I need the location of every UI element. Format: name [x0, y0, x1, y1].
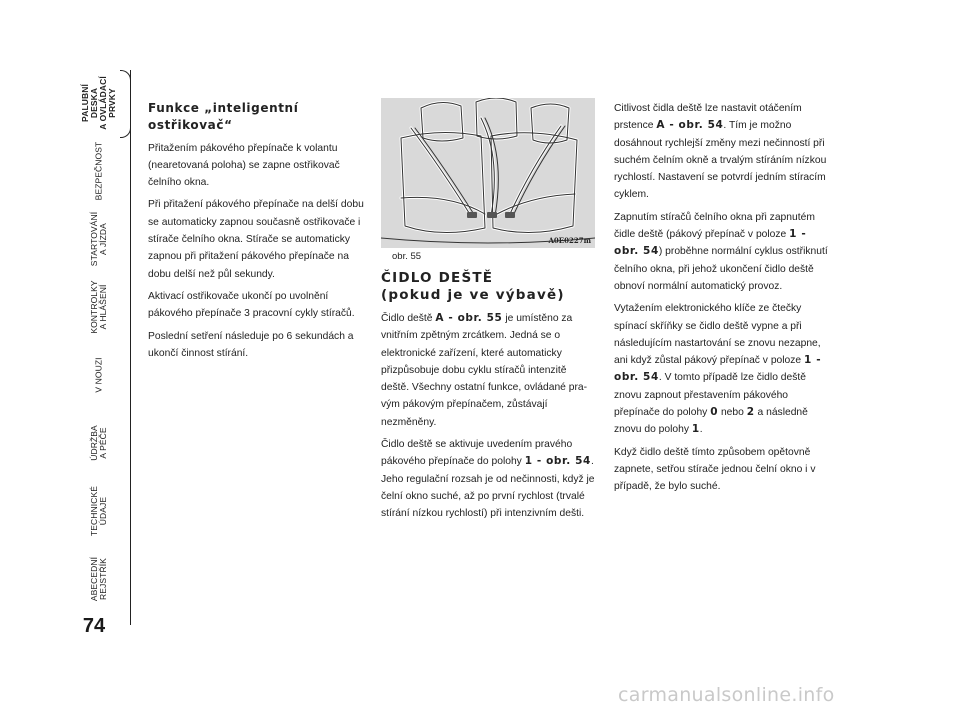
- tab-label: BEZPEČNOST: [93, 141, 104, 201]
- text: Čidlo deště se aktivuje uvedením pravého pákového přepínače do polohy: [381, 439, 573, 468]
- tab-label: KONTROLKY A HLÁŠENÍ: [89, 280, 108, 334]
- column-middle: [381, 270, 595, 528]
- section-heading-smart-washer: Funkce „inteligentní ostřikovač“: [148, 101, 299, 133]
- page-number: 74: [82, 615, 106, 637]
- figure-code: A0E0227m: [548, 236, 591, 245]
- figure-reference: A - obr. 55: [435, 312, 503, 324]
- position-number: 1: [691, 423, 700, 436]
- position-number: 0: [710, 406, 719, 419]
- column-right: [614, 100, 828, 501]
- chapter-tab-strip: [68, 70, 130, 625]
- text: nebo: [718, 407, 747, 419]
- tab-label: PALUBNÍ DESKA A OVLÁDACÍ PRVKY: [80, 76, 117, 130]
- tab-index[interactable]: [68, 546, 130, 612]
- tab-label: ABECEDNÍ REJSTŘÍK: [89, 556, 108, 602]
- tab-label: TECHNICKÉ ÚDAJE: [89, 485, 108, 537]
- tab-label: V NOUZI: [93, 357, 104, 393]
- tab-starting-driving[interactable]: [68, 206, 130, 272]
- tab-maintenance[interactable]: [68, 410, 130, 476]
- paragraph: Když čidlo deště tímto způsobem opětovně zapnete, setřou stírače jednou čelní okno i v případě, že bylo suché.: [614, 446, 816, 493]
- paragraph: Poslední setření následuje po 6 sekundách a ukončí činnost stírání.: [148, 330, 354, 359]
- paragraph: [381, 436, 595, 522]
- figure-reference: 1 - obr. 54: [614, 228, 807, 258]
- tab-label: STARTOVÁNÍ A JÍZDA: [89, 211, 108, 267]
- heading-line: ČIDLO DEŠTĚ: [381, 270, 494, 286]
- tab-strip-divider: [130, 70, 131, 625]
- car-interior-illustration: [381, 98, 595, 248]
- text: Citlivost čidla deště lze nastavit otáčením prstence: [614, 103, 802, 132]
- text: . Jeho regulační rozsah je od nečinnosti, když je čelní okno suché, až po první rychlost (trvalé stírání nízkou rychlostí) při intenzivním dešti.: [381, 456, 595, 520]
- heading-line: (pokud je ve výbavě): [381, 287, 565, 303]
- tab-emergency[interactable]: [68, 342, 130, 408]
- paragraph: Při přitažení pákového přepínače na delší dobu se automaticky zapnou současně ostřikovače i stírače čelního okna. Stírače se automaticky zapnou při přitažení pákového přepínače na dobu delší než půl sekundy.: [148, 199, 364, 280]
- text: . Tím je možno dosáhnout rychlejší změny mezi nečinností při suchém čelním okně a trvalým stíráním nízkou rychlostí. Nastavení se potvrdí jedním stíracím cyklem.: [614, 120, 827, 201]
- paragraph: [614, 100, 828, 204]
- paragraph: [614, 300, 828, 438]
- paragraph: Přitažením pákového přepínače k volantu (nearetovaná poloha) se zapne ostřikovač čelního okna.: [148, 142, 340, 189]
- tab-warning-lights[interactable]: [68, 274, 130, 340]
- text: . V tomto případě lze čidlo deště znovu zapnout přestavením pákového přepínače do polohy: [614, 372, 806, 419]
- text: je umístěno za vnitřním zpětným zrcátkem. Jedná se o elektronické zařízení, které automaticky přizpůsobuje dobu cyklu stíračů intenzitě deště. Všechny ostatní funkce, ovládané pravým pákovým přepínačem, zůstávají nezměněny.: [381, 313, 588, 428]
- text: Vytažením elektronického klíče ze čtečky spínací skříňky se čidlo deště vypne a při následujícím nastartování se znovu nezapne, ani když zůstal pákový přepínač v poloze: [614, 303, 821, 367]
- text: Zapnutím stíračů čelního okna při zapnutém čidle deště (pákový přepínač v poloze: [614, 211, 815, 241]
- paragraph: Aktivací ostřikovače ukončí po uvolnění pákového přepínače 3 pracovní cykly stíračů.: [148, 290, 355, 320]
- section-heading-rain-sensor: [381, 270, 595, 304]
- tab-safety[interactable]: [68, 138, 130, 204]
- text: ) proběhne normální cyklus ostřiknutí čelního okna, při jehož ukončení čidlo deště obnoví normální automatický provoz.: [614, 246, 828, 292]
- text: a následně znovu do polohy: [614, 407, 808, 436]
- paragraph: [614, 209, 828, 295]
- figure-reference: A - obr. 54: [656, 119, 724, 132]
- figure-reference: 1 - obr. 54: [614, 354, 822, 384]
- position-number: 2: [746, 406, 755, 419]
- paragraph: [381, 310, 595, 431]
- text: .: [699, 424, 703, 436]
- watermark: carmanualsonline.info: [618, 684, 835, 706]
- figure-caption: obr. 55: [392, 251, 422, 262]
- active-tab-marker: [120, 70, 131, 138]
- tab-technical-data[interactable]: [68, 478, 130, 544]
- figure-rain-sensor: [381, 98, 595, 248]
- tab-label: ÚDRŽBA A PÉČE: [89, 425, 108, 461]
- column-left: [148, 100, 366, 367]
- figure-reference: 1 - obr. 54: [524, 455, 591, 468]
- tab-dashboard-controls[interactable]: [68, 70, 130, 136]
- text: Čidlo deště: [381, 313, 436, 324]
